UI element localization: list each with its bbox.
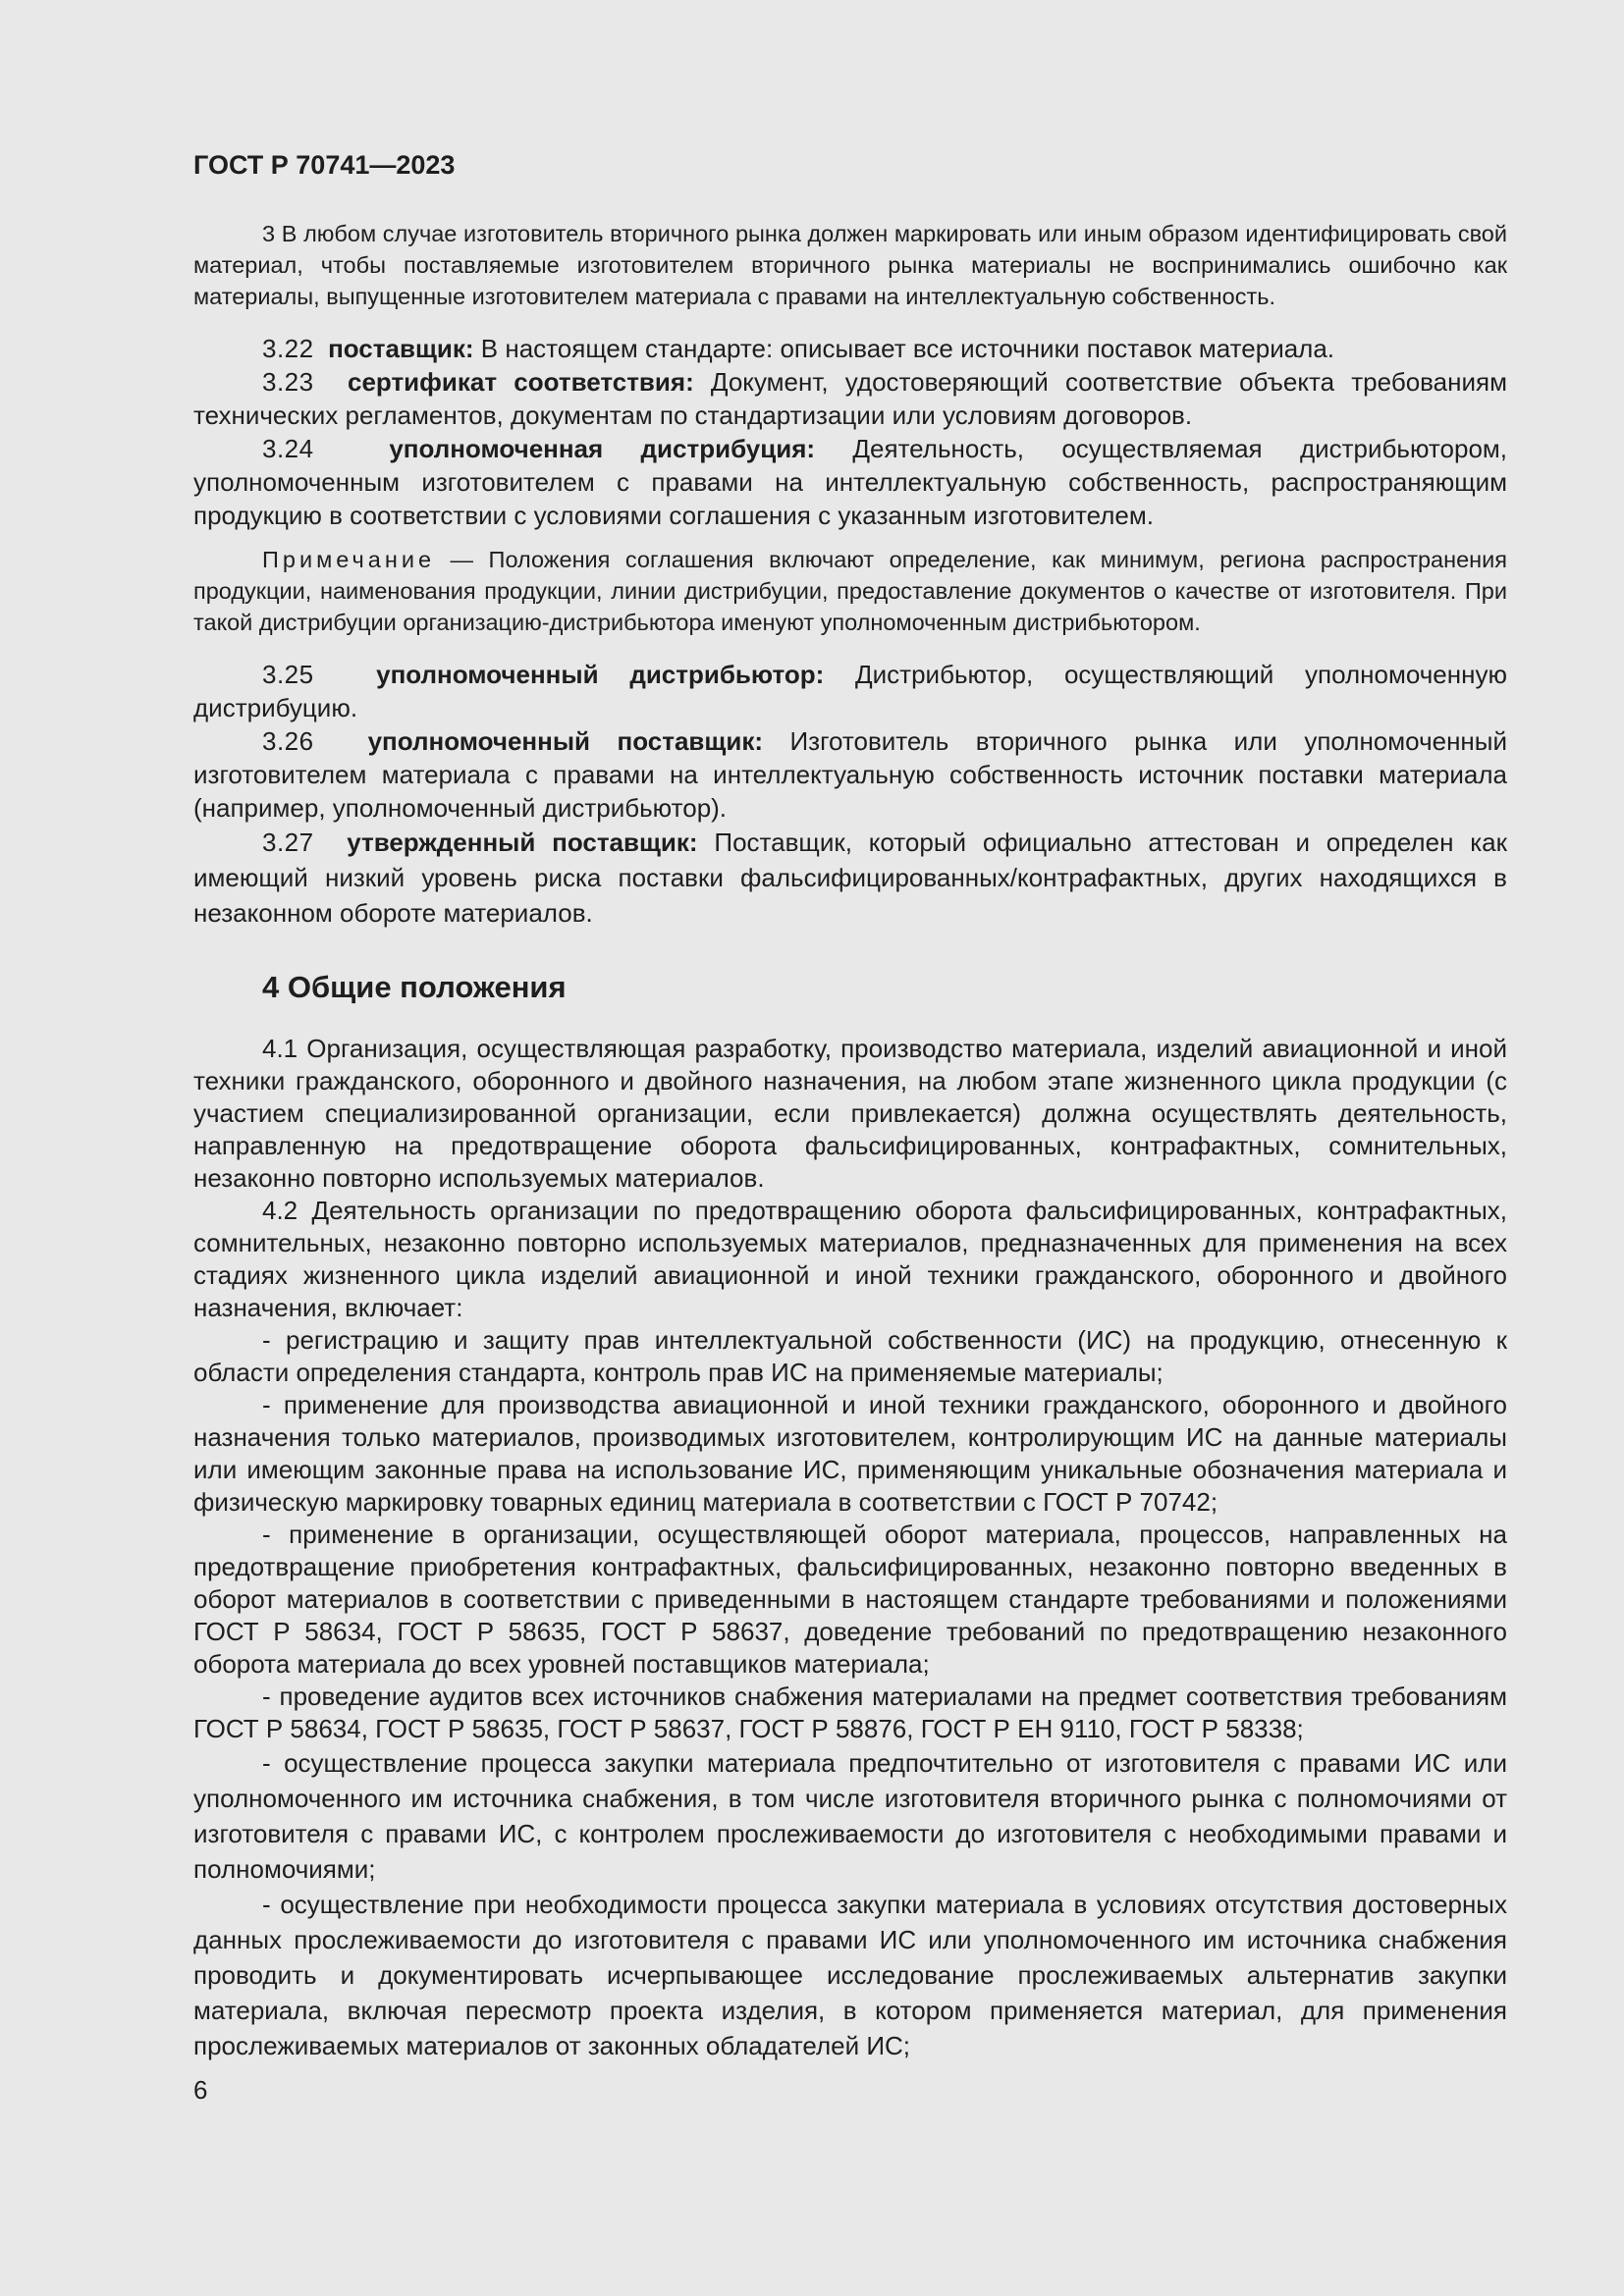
list-item: - регистрацию и защиту прав интеллектуальной собственности (ИС) на продукцию, отнесенную к области определения стандарта, контроль прав ИС на применяемые материалы; xyxy=(193,1325,1507,1387)
term-definition: Документ, удостоверяющий соответствие объекта требованиям технических регламентов, документам по стандартизации или условиям договоров. xyxy=(193,367,1507,430)
term-definition: Изготовитель вторичного рынка или уполномоченный изготовителем материала с правами на интеллектуальную собственность источник поставки материала (например, уполномоченный дистрибьютор). xyxy=(193,726,1507,823)
term-3-26 xyxy=(193,724,1507,825)
document-header: ГОСТ Р 70741—2023 xyxy=(193,150,456,180)
term-definition: Поставщик, который официально аттестован и определен как имеющий низкий уровень риска поставки фальсифицированных/контрафактных, других находящихся в незаконном обороте материалов. xyxy=(193,828,1507,928)
term-3-23 xyxy=(193,365,1507,432)
term-3-27 xyxy=(193,825,1507,931)
term-definition: Дистрибьютор, осуществляющий уполномоченную дистрибуцию. xyxy=(193,660,1507,722)
term-number: 3.22 xyxy=(262,334,314,363)
term-3-24 xyxy=(193,432,1507,532)
term-number: 3.23 xyxy=(262,367,314,397)
primechanie-note xyxy=(193,544,1507,638)
section-4-title: 4 Общие положения xyxy=(262,970,567,1004)
note-label: Примечание xyxy=(262,547,436,572)
paragraph-4-2: 4.2 Деятельность организации по предотвращению оборота фальсифицированных, контрафактных, сомнительных, незаконно повторно используемых материалов, предназначенных для применения на всех стадиях жизненного цикла изделий авиационной и иной техники гражданского, оборонного и двойного назначения, включает: xyxy=(193,1196,1507,1322)
list-item: - осуществление процесса закупки материала предпочтительно от изготовителя с правами ИС или уполномоченного им источника снабжения, в том числе изготовителя вторичного рынка с полномочиями от изготовителя с правами ИС, с контролем прослеживаемости до изготовителя с необходимыми правами и полномочиями; xyxy=(193,1748,1507,1884)
term-number: 3.26 xyxy=(262,726,314,756)
term-number: 3.27 xyxy=(262,828,314,857)
note-text: — Положения соглашения включают определение, как минимум, региона распространения продукции, наименования продукции, линии дистрибуции, предоставление документов о качестве от изготовителя. При такой дистрибуции организацию-дистрибьютора именуют уполномоченным дистрибьютором. xyxy=(193,547,1507,635)
note-3: 3 В любом случае изготовитель вторичного рынка должен маркировать или иным образом идентифицировать свой материал, чтобы поставляемые изготовителем вторичного рынка материалы не воспринимались ошибочно как материалы, выпущенные изготовителем материала с правами на интеллектуальную собственность. xyxy=(193,221,1507,309)
term-title: уполномоченная дистрибуция: xyxy=(389,434,816,463)
list-item: - применение в организации, осуществляющей оборот материала, процессов, направленных на предотвращение приобретения контрафактных, фальсифицированных, незаконно повторно введенных в оборот материалов в соответствии с приведенными в настоящем стандарте требованиями и положениями ГОСТ Р 58634, ГОСТ Р 58635, ГОСТ Р 58637, доведение требований по предотвращению незаконного оборота материала до всех уровней поставщиков материала; xyxy=(193,1520,1507,1679)
term-title: уполномоченный поставщик: xyxy=(367,726,763,756)
list-item: - проведение аудитов всех источников снабжения материалами на предмет соответствия требованиям ГОСТ Р 58634, ГОСТ Р 58635, ГОСТ Р 58637, ГОСТ Р 58876, ГОСТ Р ЕН 9110, ГОСТ Р 58338; xyxy=(193,1682,1507,1743)
paragraph-4-1: 4.1 Организация, осуществляющая разработку, производство материала, изделий авиационной и иной техники гражданского, оборонного и двойного назначения, на любом этапе жизненного цикла продукции (с участием специализированной организации, если привлекается) должна осуществлять деятельность, направленную на предотвращение оборота фальсифицированных, контрафактных, сомнительных, незаконно повторно используемых материалов. xyxy=(193,1034,1507,1193)
list-item: - применение для производства авиационной и иной техники гражданского, оборонного и двойного назначения только материалов, производимых изготовителем, контролирующим ИС на данные материалы или имеющим законные права на использование ИС, применяющим уникальные обозначения материала и физическую маркировку товарных единиц материала в соответствии с ГОСТ Р 70742; xyxy=(193,1390,1507,1517)
term-definition: В настоящем стандарте: описывает все источники поставок материала. xyxy=(480,334,1335,363)
term-number: 3.25 xyxy=(262,660,314,689)
term-title: сертификат соответствия: xyxy=(347,367,694,397)
term-3-25 xyxy=(193,658,1507,724)
list-item: - осуществление при необходимости процесса закупки материала в условиях отсутствия достоверных данных прослеживаемости до изготовителя с правами ИС или уполномоченного им источника снабжения проводить и документировать исчерпывающее исследование прослеживаемых альтернатив закупки материала, включая пересмотр проекта изделия, в котором применяется материал, для применения прослеживаемых материалов от законных обладателей ИС; xyxy=(193,1890,1507,2060)
term-number: 3.24 xyxy=(262,434,314,463)
term-title: утвержденный поставщик: xyxy=(347,828,698,857)
term-definition: Деятельность, осуществляемая дистрибьютором, уполномоченным изготовителем с правами на интеллектуальную собственность, распространяющим продукцию в соответствии с условиями соглашения с указанным изготовителем. xyxy=(193,434,1508,530)
page-number: 6 xyxy=(193,2075,208,2105)
page-content xyxy=(193,145,1507,2063)
term-3-22 xyxy=(193,332,1507,365)
term-title: уполномоченный дистрибьютор: xyxy=(376,660,825,689)
term-title: поставщик: xyxy=(328,334,474,363)
